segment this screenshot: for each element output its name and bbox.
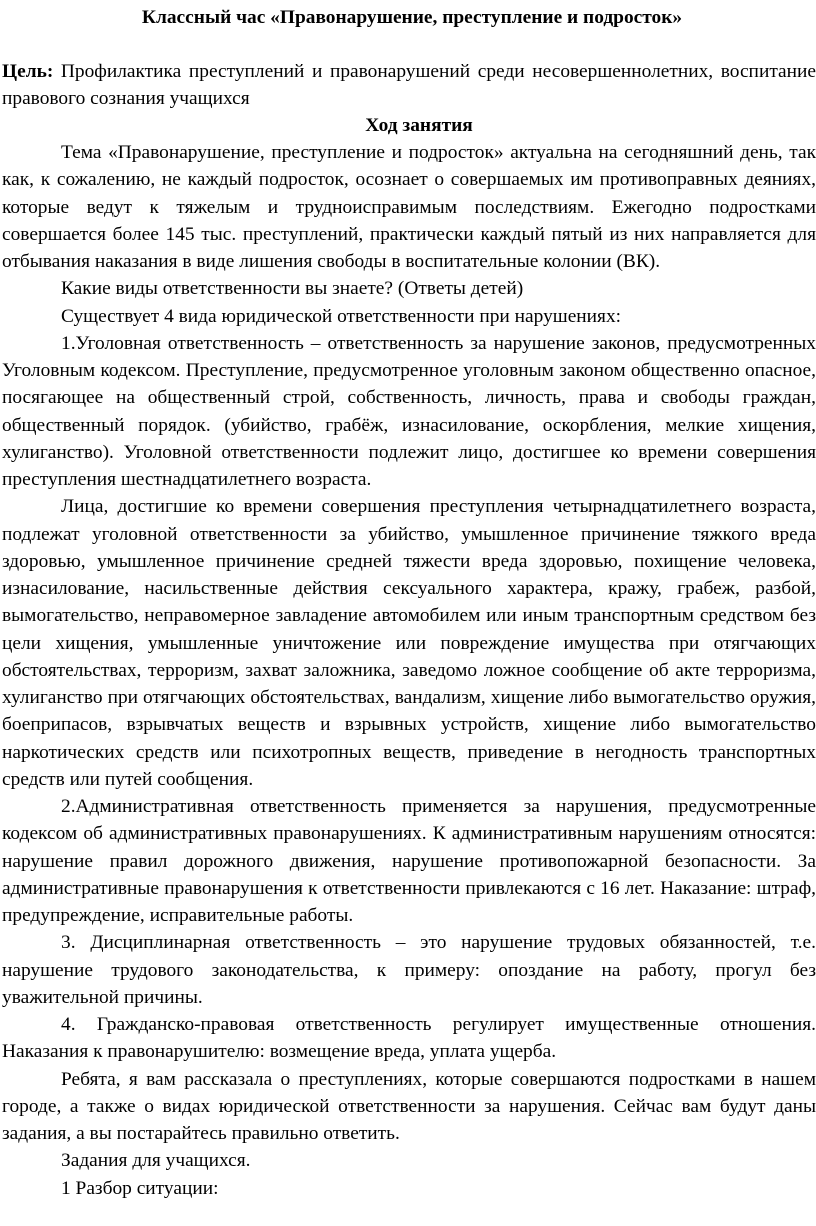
paragraph-topic-relevance: Тема «Правонарушение, преступление и подросток» актуальна на сегодняшний день, так как, к сожалению, не каждый подросток, осознает о совершаемых им противоправных деяниях, которые ведут к тяжелым и трудноисправимым последствиям. Ежегодно подростками совершается более 145 тыс. преступлений, практически каждый пятый из них направляется для отбывания наказания в виде лишения свободы в воспитательные колонии (ВК). (2, 142, 816, 272)
goal-label: Цель: (2, 61, 54, 82)
paragraph-civil-liability: 4. Гражданско-правовая ответственность регулирует имущественные отношения. Наказания к правонарушителю: возмещение вреда, уплата ущерба. (2, 1014, 816, 1063)
section-title: Ход занятия (365, 115, 473, 136)
document-title: Классный час «Правонарушение, преступление и подросток» (141, 7, 683, 28)
paragraph-four-types: Существует 4 вида юридической ответственности при нарушениях: (61, 305, 622, 327)
paragraph-situation: 1 Разбор ситуации: (61, 1177, 219, 1199)
paragraph-question: Какие виды ответственности вы знаете? (Ответы детей) (61, 278, 524, 300)
paragraph-administrative-liability: 2.Административная ответственность применяется за нарушения, предусмотренные кодексом об административных правонарушениях. К административным нарушениям относятся: нарушение правил дорожного движения, нарушение противопожарной безопасности. За административные правонарушения к ответственности привлекаются с 16 лет. Наказание: штраф, предупреждение, исправительные работы. (2, 796, 816, 926)
paragraph-criminal-liability: 1.Уголовная ответственность – ответственность за нарушение законов, предусмотренных Уголовным кодексом. Преступление, предусмотренное уголовным законом общественно опасное, посягающее на общественный строй, собственность, личность, права и свободы граждан, общественный порядок. (убийство, грабёж, изнасилование, оскорбления, мелкие хищения, хулиганство). Уголовной ответственности подлежит лицо, достигшее ко времени совершения преступления шестнадцатилетнего возраста. (2, 332, 816, 490)
paragraph-conclusion: Ребята, я вам рассказала о преступлениях, которые совершаются подростками в нашем городе, а также о видах юридической ответственности за нарушения. Сейчас вам будут даны задания, а вы постарайтесь правильно ответить. (2, 1068, 816, 1144)
paragraph-tasks-heading: Задания для учащихся. (61, 1150, 251, 1172)
paragraph-disciplinary-liability: 3. Дисциплинарная ответственность – это нарушение трудовых обязанностей, т.е. нарушение трудового законодательства, к примеру: опоздание на работу, прогул без уважительной причины. (2, 932, 816, 1008)
goal-text: Профилактика преступлений и правонарушений среди несовершеннолетних, воспитание правового сознания учащихся (2, 61, 816, 109)
goal-paragraph (2, 58, 816, 112)
paragraph-fourteen-years: Лица, достигшие ко времени совершения преступления четырнадцатилетнего возраста, подлежат уголовной ответственности за убийство, умышленное причинение тяжкого вреда здоровью, умышленное причинение средней тяжести вреда здоровью, похищение человека, изнасилование, насильственные действия сексуального характера, кражу, грабеж, разбой, вымогательство, неправомерное завладение автомобилем или иным транспортным средством без цели хищения, умышленные уничтожение или повреждение имущества при отягчающих обстоятельствах, терроризм, захват заложника, заведомо ложное сообщение об акте терроризма, хулиганство при отягчающих обстоятельствах, вандализм, хищение либо вымогательство оружия, боеприпасов, взрывчатых веществ и взрывных устройств, хищение либо вымогательство наркотических средств или психотропных веществ, приведение в негодность транспортных средств или путей сообщения. (2, 496, 816, 790)
